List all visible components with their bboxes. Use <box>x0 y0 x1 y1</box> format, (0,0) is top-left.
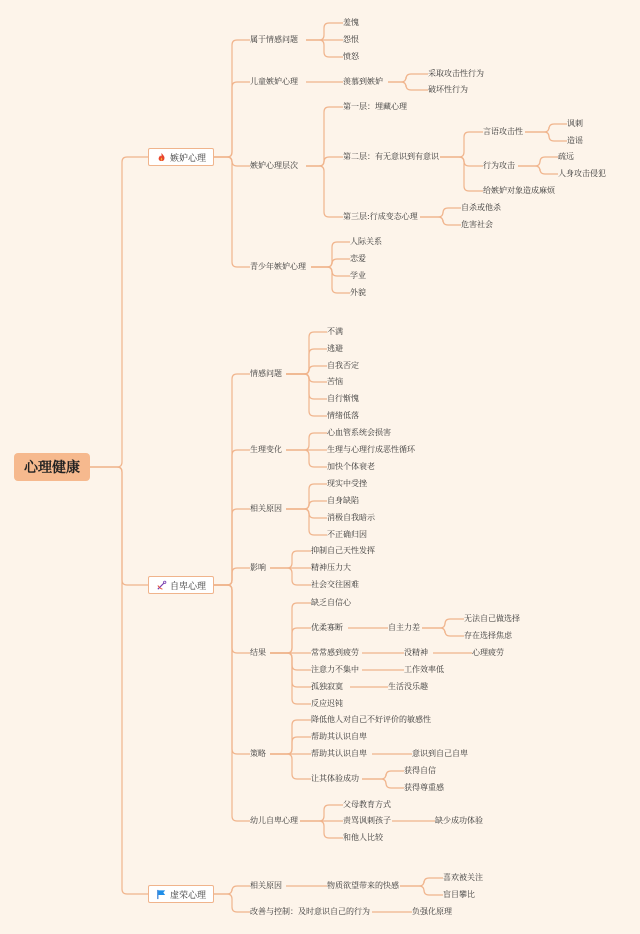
leaf-slow-reaction[interactable]: 反应迟钝 <box>311 699 343 708</box>
connector-14-0 <box>286 484 327 509</box>
leaf-gain-respect[interactable]: 获得尊重感 <box>404 783 444 792</box>
connector-8-1 <box>518 166 558 174</box>
connector-6-0 <box>440 132 483 157</box>
level-1[interactable]: 第一层：埋藏心理 <box>343 102 407 111</box>
connector-4-1 <box>388 82 428 90</box>
topic-jealousy-levels[interactable]: 嫉妒心理层次 <box>250 161 298 170</box>
connector-1-1 <box>214 82 250 157</box>
fire-icon <box>156 152 167 163</box>
connector-7-0 <box>525 124 567 132</box>
connector-9-0 <box>420 208 461 217</box>
connector-11-3 <box>214 568 250 585</box>
connector-12-3 <box>286 374 327 382</box>
connector-0-1 <box>90 467 148 585</box>
connector-13-2 <box>286 450 327 467</box>
branch-inferiority[interactable] <box>148 576 214 594</box>
topic-scold-child[interactable]: 责骂讽刺孩子 <box>343 816 391 825</box>
connector-18-0 <box>422 619 464 628</box>
needle-icon <box>156 580 167 591</box>
connector-12-0 <box>286 332 327 374</box>
leaf-aging[interactable]: 加快个体衰老 <box>327 462 375 471</box>
connector-8-0 <box>518 157 558 166</box>
leaf-like-attention[interactable]: 喜欢被关注 <box>443 873 483 882</box>
connector-15-0 <box>270 551 311 568</box>
leaf-defect[interactable]: 自身缺陷 <box>327 496 359 505</box>
connector-14-2 <box>286 509 327 518</box>
connector-10-3 <box>311 267 350 293</box>
leaf-cannot-choose[interactable]: 无法自己做选择 <box>464 614 520 623</box>
topic-emotional-issue[interactable]: 属于情感问题 <box>250 35 298 44</box>
topic-experience-success[interactable]: 让其体验成功 <box>311 774 359 783</box>
leaf-low-efficiency[interactable]: 工作效率低 <box>404 665 444 674</box>
connector-14-3 <box>286 509 327 535</box>
leaf-harm-society[interactable]: 危害社会 <box>461 220 493 229</box>
leaf-distress[interactable]: 苦恼 <box>327 377 343 386</box>
connector-5-1 <box>306 157 343 166</box>
connector-2-0 <box>306 23 343 40</box>
flag-icon <box>156 889 167 900</box>
leaf-self-denial[interactable]: 自我否定 <box>327 361 359 370</box>
leaf-shame[interactable]: 羞愧 <box>343 18 359 27</box>
topic-no-spirit[interactable]: 没精神 <box>404 648 428 657</box>
connector-9-1 <box>420 217 461 225</box>
leaf-mental-pressure[interactable]: 精神压力大 <box>311 563 351 572</box>
topic-physio[interactable]: 生理变化 <box>250 445 282 454</box>
leaf-negative-suggestion[interactable]: 消极自我暗示 <box>327 513 375 522</box>
connector-12-5 <box>286 374 327 416</box>
connector-18-1 <box>422 628 464 636</box>
leaf-compare[interactable]: 和他人比较 <box>343 833 383 842</box>
branch-vanity[interactable] <box>148 885 214 903</box>
leaf-sarcasm[interactable]: 讽刺 <box>567 119 583 128</box>
topic-impact[interactable]: 影响 <box>250 563 266 572</box>
topic-tired[interactable]: 常常感到疲劳 <box>311 648 359 657</box>
leaf-assault[interactable]: 人身攻击侵犯 <box>558 169 606 178</box>
leaf-lack-success[interactable]: 缺少成功体验 <box>435 816 483 825</box>
connector-16-3 <box>270 653 311 670</box>
connector-23-1 <box>270 737 311 754</box>
connector-23-3 <box>270 754 311 779</box>
leaf-love[interactable]: 恋爱 <box>350 254 366 263</box>
topic-envy-to-jealousy[interactable]: 羡慕到嫉妒 <box>343 77 383 86</box>
leaf-parenting[interactable]: 父母教育方式 <box>343 800 391 809</box>
connector-26-2 <box>300 821 343 838</box>
connector-10-1 <box>311 259 350 267</box>
topic-strategy[interactable]: 策略 <box>250 749 266 758</box>
leaf-vicious-cycle[interactable]: 生理与心理行成恶性循环 <box>327 445 415 454</box>
leaf-low-mood[interactable]: 情绪低落 <box>327 411 359 420</box>
topic-vanity-improve[interactable]: 改善与控制：及时意识自己的行为 <box>250 907 370 916</box>
connector-6-2 <box>440 157 483 191</box>
leaf-choice-anxiety[interactable]: 存在选择焦虑 <box>464 631 512 640</box>
connector-11-6 <box>214 585 250 821</box>
leaf-frustration[interactable]: 现实中受挫 <box>327 479 367 488</box>
root-topic[interactable]: 心理健康 <box>14 453 90 481</box>
leaf-social-difficulty[interactable]: 社会交往困难 <box>311 580 359 589</box>
topic-child-jealousy[interactable]: 儿童嫉妒心理 <box>250 77 298 86</box>
connector-12-4 <box>286 374 327 399</box>
connector-26-0 <box>300 805 343 821</box>
topic-lonely[interactable]: 孤独寂寞 <box>311 682 343 691</box>
topic-child-inferiority[interactable]: 幼儿自卑心理 <box>250 816 298 825</box>
connector-1-3 <box>214 157 250 267</box>
branch-jealousy-label: 嫉妒心理 <box>169 153 206 164</box>
topic-verbal-attack[interactable]: 言语攻击性 <box>483 127 523 136</box>
connector-16-1 <box>270 628 311 653</box>
connector-30-1 <box>400 886 443 895</box>
leaf-cardio[interactable]: 心血管系统会损害 <box>327 428 391 437</box>
leaf-wrong-attribution[interactable]: 不正确归因 <box>327 530 367 539</box>
leaf-aware-inferiority[interactable]: 意识到自己自卑 <box>412 749 468 758</box>
leaf-blind-comparison[interactable]: 盲目攀比 <box>443 890 475 899</box>
connector-28-1 <box>214 894 250 912</box>
connector-6-1 <box>440 157 483 166</box>
connector-4-0 <box>388 74 428 82</box>
topic-vanity-cause[interactable]: 相关原因 <box>250 881 282 890</box>
connector-0-2 <box>90 467 148 894</box>
connector-25-1 <box>362 779 404 788</box>
topic-teen-jealousy[interactable]: 青少年嫉妒心理 <box>250 262 306 271</box>
connector-13-0 <box>286 433 327 450</box>
leaf-mental-fatigue[interactable]: 心理疲劳 <box>472 648 504 657</box>
leaf-lack-confidence[interactable]: 缺乏自信心 <box>311 598 351 607</box>
connector-5-2 <box>306 166 343 217</box>
topic-unfocused[interactable]: 注意力不集中 <box>311 665 359 674</box>
connector-7-1 <box>525 132 567 141</box>
topic-material-pleasure[interactable]: 物质欲望带来的快感 <box>327 881 399 890</box>
topic-emotion[interactable]: 情感问题 <box>250 369 282 378</box>
leaf-gain-confidence[interactable]: 获得自信 <box>404 766 436 775</box>
topic-recognize-2[interactable]: 帮助其认识自卑 <box>311 749 367 758</box>
topic-indecisive[interactable]: 优柔寡断 <box>311 623 343 632</box>
topic-result[interactable]: 结果 <box>250 648 266 657</box>
connector-2-2 <box>306 40 343 57</box>
leaf-appearance[interactable]: 外貌 <box>350 288 366 297</box>
leaf-reduce-sensitivity[interactable]: 降低他人对自己不好评价的敏感性 <box>311 715 431 724</box>
leaf-negative-reinforcement[interactable]: 负强化原理 <box>412 907 452 916</box>
leaf-suicide-homicide[interactable]: 自杀或他杀 <box>461 203 501 212</box>
leaf-alienate[interactable]: 疏远 <box>558 152 574 161</box>
connector-0-0 <box>90 157 148 467</box>
level-2[interactable]: 第二层：有无意识到有意识 <box>343 152 439 161</box>
leaf-avoid[interactable]: 逃避 <box>327 344 343 353</box>
leaf-relationships[interactable]: 人际关系 <box>350 237 382 246</box>
leaf-suppress-nature[interactable]: 抑制自己天性发挥 <box>311 546 375 555</box>
connector-30-0 <box>400 878 443 886</box>
leaf-study[interactable]: 学业 <box>350 271 366 280</box>
connector-14-1 <box>286 501 327 509</box>
connector-25-0 <box>362 771 404 779</box>
branch-vanity-label: 虚荣心理 <box>169 890 206 901</box>
leaf-recognize-1[interactable]: 帮助其认识自卑 <box>311 732 367 741</box>
leaf-rumor[interactable]: 造谣 <box>567 136 583 145</box>
topic-behavior-attack[interactable]: 行为攻击 <box>483 161 515 170</box>
connector-16-5 <box>270 653 311 704</box>
branch-jealousy[interactable] <box>148 148 214 166</box>
leaf-make-trouble[interactable]: 给嫉妒对象造成麻烦 <box>483 186 555 195</box>
leaf-anger[interactable]: 愤怒 <box>343 52 359 61</box>
connector-12-2 <box>286 366 327 374</box>
topic-helpless[interactable]: 自主力差 <box>388 623 420 632</box>
leaf-destructive-behavior[interactable]: 破坏性行为 <box>428 85 468 94</box>
topic-causes[interactable]: 相关原因 <box>250 504 282 513</box>
connector-10-0 <box>311 242 350 267</box>
leaf-dissatisfied[interactable]: 不满 <box>327 327 343 336</box>
leaf-resentment[interactable]: 怨恨 <box>343 35 359 44</box>
level-3[interactable]: 第三层:行成变态心理 <box>343 212 418 221</box>
connector-28-0 <box>214 886 250 894</box>
branch-inferiority-label: 自卑心理 <box>169 581 206 592</box>
leaf-aggressive-behavior[interactable]: 采取攻击性行为 <box>428 69 484 78</box>
connector-15-2 <box>270 568 311 585</box>
leaf-ashamed[interactable]: 自行惭愧 <box>327 394 359 403</box>
connector-12-1 <box>286 349 327 374</box>
leaf-no-joy[interactable]: 生活没乐趣 <box>388 682 428 691</box>
